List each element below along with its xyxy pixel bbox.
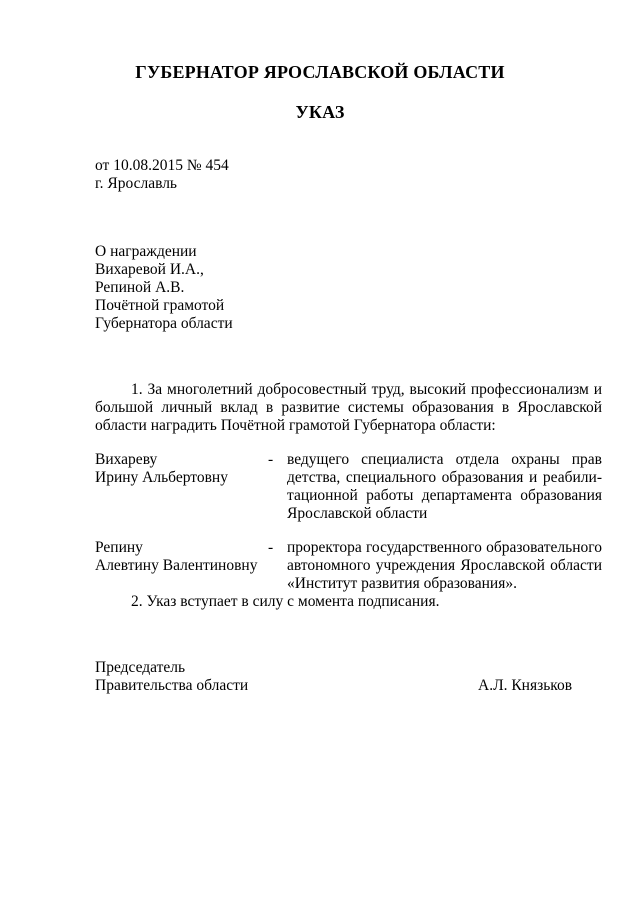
awardee-position-line: Ярославской области — [287, 505, 428, 522]
awardee-dash: - — [268, 539, 274, 556]
awardee-position-line: тационной работы департамента образования — [287, 487, 602, 504]
clause1-line: большой личный вклад в развитие системы образования в Ярославской — [95, 399, 602, 416]
clause2-line: 2. Указ вступает в силу с момента подписания. — [131, 593, 440, 610]
document-type-heading: УКАЗ — [295, 102, 345, 122]
subject-line: Губернатора области — [95, 315, 233, 332]
clause1-line: 1. За многолетний добросовестный труд, высокий профессионализм и — [131, 381, 602, 398]
awardee-dash: - — [268, 451, 274, 468]
awardee-name-line: Ирину Альбертовну — [95, 469, 228, 486]
awardee-position-line: ведущего специалиста отдела охраны прав — [287, 451, 602, 468]
date-number-line: от 10.08.2015 № 454 — [95, 157, 229, 174]
issuing-authority-heading: ГУБЕРНАТОР ЯРОСЛАВСКОЙ ОБЛАСТИ — [135, 62, 505, 82]
clause1-line: области наградить Почётной грамотой Губернатора области: — [95, 417, 496, 434]
awardee-position-line: «Институт развития образования». — [287, 575, 517, 592]
subject-line: Почётной грамотой — [95, 297, 225, 314]
awardee-position-line: проректора государственного образовательного — [287, 539, 602, 556]
signatory-title-line: Председатель — [95, 659, 186, 676]
signatory-name: А.Л. Князьков — [478, 677, 573, 694]
awardee-name-line: Вихареву — [95, 451, 158, 468]
city-line: г. Ярославль — [95, 175, 177, 192]
awardee-name-line: Репину — [95, 539, 143, 556]
awardee-name-line: Алевтину Валентиновну — [95, 557, 258, 574]
awardee-position-line: автономного учреждения Ярославской области — [287, 557, 602, 574]
subject-line: Репиной А.В. — [95, 279, 185, 296]
awardee-position-line: детства, специального образования и реабили- — [287, 469, 602, 486]
subject-line: Вихаревой И.А., — [95, 261, 204, 278]
subject-line: О награждении — [95, 243, 197, 260]
signatory-title-line: Правительства области — [95, 677, 249, 694]
